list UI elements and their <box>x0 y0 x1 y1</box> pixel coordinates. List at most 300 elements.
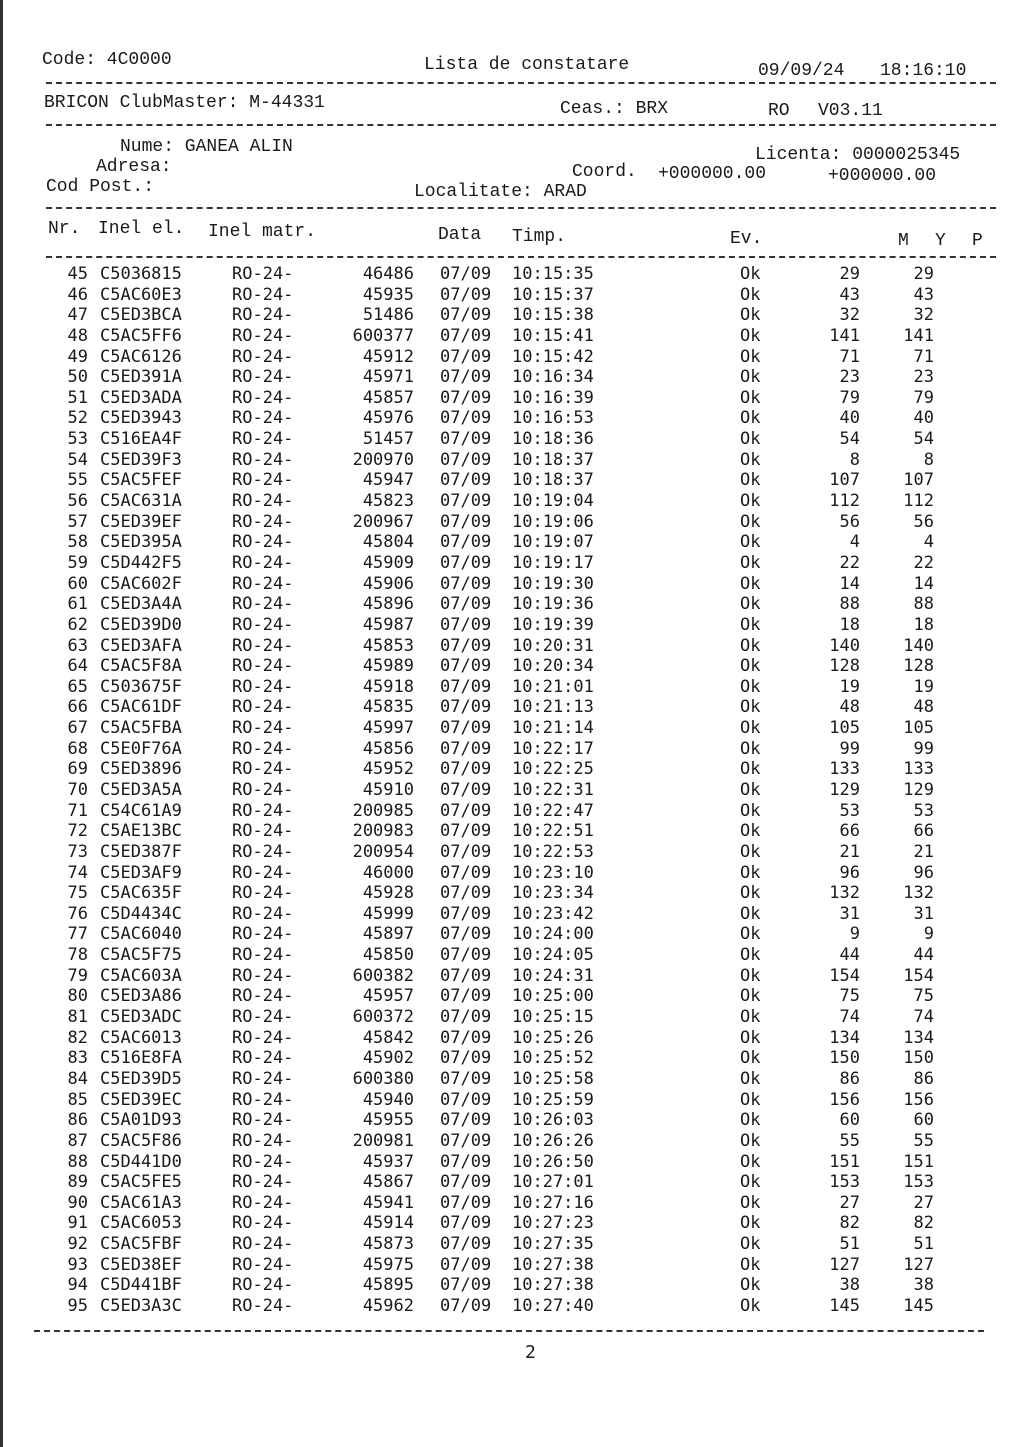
event-status: Ok <box>740 841 761 862</box>
ring-electronic: C5A01D93 <box>100 1110 182 1131</box>
value-y: 134 <box>903 1027 934 1048</box>
event-status: Ok <box>740 759 761 780</box>
event-status: Ok <box>740 1254 761 1275</box>
ring-electronic: C5ED3AFA <box>100 635 182 656</box>
row-number: 52 <box>67 408 88 429</box>
value-y: 19 <box>913 676 934 697</box>
row-number: 54 <box>67 449 88 470</box>
value-y: 32 <box>913 305 934 326</box>
row-number: 79 <box>67 965 88 986</box>
record-time: 10:23:42 <box>512 903 594 924</box>
record-date: 07/09 <box>440 841 492 862</box>
table-row <box>0 450 1024 470</box>
ring-number: 45804 <box>362 532 414 553</box>
event-status: Ok <box>740 697 761 718</box>
ring-electronic: C5AE13BC <box>100 821 182 842</box>
ring-electronic: C5ED3BCA <box>100 305 182 326</box>
ring-prefix: RO-24- <box>232 862 294 883</box>
ring-number: 45850 <box>362 945 414 966</box>
record-date: 07/09 <box>440 552 492 573</box>
event-status: Ok <box>740 573 761 594</box>
record-time: 10:15:38 <box>512 305 594 326</box>
table-row <box>0 305 1024 325</box>
ring-prefix: RO-24- <box>232 965 294 986</box>
ring-prefix: RO-24- <box>232 367 294 388</box>
record-time: 10:15:37 <box>512 284 594 305</box>
record-time: 10:18:37 <box>512 449 594 470</box>
value-y: 8 <box>923 449 934 470</box>
value-m: 151 <box>829 1151 860 1172</box>
event-status: Ok <box>740 1007 761 1028</box>
ring-number: 200985 <box>352 800 414 821</box>
table-row <box>0 924 1024 944</box>
ring-number: 200983 <box>352 821 414 842</box>
event-status: Ok <box>740 594 761 615</box>
ring-electronic: C5AC631A <box>100 491 182 512</box>
value-y: 54 <box>913 429 934 450</box>
value-y: 140 <box>903 635 934 656</box>
value-y: 133 <box>903 759 934 780</box>
ring-prefix: RO-24- <box>232 1234 294 1255</box>
table-row <box>0 264 1024 284</box>
row-number: 59 <box>67 552 88 573</box>
col-m: M <box>898 231 909 251</box>
record-time: 10:21:14 <box>512 718 594 739</box>
ring-electronic: C5ED3A86 <box>100 986 182 1007</box>
ring-number: 45906 <box>362 573 414 594</box>
event-status: Ok <box>740 738 761 759</box>
value-m: 132 <box>829 883 860 904</box>
event-status: Ok <box>740 408 761 429</box>
event-status: Ok <box>740 635 761 656</box>
event-status: Ok <box>740 1027 761 1048</box>
value-y: 23 <box>913 367 934 388</box>
ring-number: 45976 <box>362 408 414 429</box>
record-time: 10:21:01 <box>512 676 594 697</box>
table-row <box>0 821 1024 841</box>
col-ring-el: Inel el. <box>98 219 185 239</box>
record-date: 07/09 <box>440 986 492 1007</box>
ring-prefix: RO-24- <box>232 1296 294 1316</box>
ring-prefix: RO-24- <box>232 1068 294 1089</box>
record-time: 10:25:59 <box>512 1089 594 1110</box>
value-m: 127 <box>829 1254 860 1275</box>
record-time: 10:27:38 <box>512 1275 594 1296</box>
table-row <box>0 285 1024 305</box>
divider <box>46 124 996 126</box>
value-y: 9 <box>923 924 934 945</box>
ring-prefix: RO-24- <box>232 718 294 739</box>
value-m: 55 <box>839 1130 860 1151</box>
coord-1: +000000.00 <box>658 164 767 184</box>
record-time: 10:22:31 <box>512 780 594 800</box>
ring-number: 45842 <box>362 1027 414 1048</box>
ring-number: 51457 <box>362 429 414 450</box>
record-date: 07/09 <box>440 511 492 532</box>
value-m: 141 <box>829 325 860 346</box>
record-time: 10:18:37 <box>512 470 594 491</box>
event-status: Ok <box>740 1234 761 1255</box>
record-time: 10:22:51 <box>512 821 594 842</box>
table-row <box>0 697 1024 717</box>
row-number: 89 <box>67 1172 88 1193</box>
record-time: 10:15:41 <box>512 325 594 346</box>
ring-electronic: C5ED3A5A <box>100 780 182 800</box>
record-date: 07/09 <box>440 945 492 966</box>
record-date: 07/09 <box>440 449 492 470</box>
ring-number: 45909 <box>362 552 414 573</box>
record-time: 10:25:15 <box>512 1007 594 1028</box>
value-m: 9 <box>849 924 860 945</box>
row-number: 77 <box>67 924 88 945</box>
col-ring-matr: Inel matr. <box>208 222 317 242</box>
record-time: 10:25:26 <box>512 1027 594 1048</box>
ring-number: 45947 <box>362 470 414 491</box>
ring-electronic: C5ED3A3C <box>100 1296 182 1316</box>
row-number: 94 <box>67 1275 88 1296</box>
ring-number: 45955 <box>362 1110 414 1131</box>
ring-number: 45941 <box>362 1192 414 1213</box>
ring-prefix: RO-24- <box>232 924 294 945</box>
value-m: 107 <box>829 470 860 491</box>
ring-number: 45962 <box>362 1296 414 1316</box>
ring-electronic: C5ED3ADA <box>100 387 182 408</box>
value-y: 88 <box>913 594 934 615</box>
record-time: 10:16:39 <box>512 387 594 408</box>
value-m: 23 <box>839 367 860 388</box>
value-y: 31 <box>913 903 934 924</box>
event-status: Ok <box>740 1213 761 1234</box>
value-y: 105 <box>903 718 934 739</box>
table-row <box>0 388 1024 408</box>
event-status: Ok <box>740 800 761 821</box>
ring-prefix: RO-24- <box>232 387 294 408</box>
ring-prefix: RO-24- <box>232 1027 294 1048</box>
record-date: 07/09 <box>440 738 492 759</box>
value-y: 18 <box>913 614 934 635</box>
table-row <box>0 1028 1024 1048</box>
record-date: 07/09 <box>440 759 492 780</box>
table-row <box>0 367 1024 387</box>
event-status: Ok <box>740 780 761 800</box>
table-row <box>0 1275 1024 1295</box>
record-date: 07/09 <box>440 1234 492 1255</box>
row-number: 95 <box>67 1296 88 1316</box>
event-status: Ok <box>740 1068 761 1089</box>
ring-number: 200954 <box>352 841 414 862</box>
ring-number: 45987 <box>362 614 414 635</box>
event-status: Ok <box>740 284 761 305</box>
ring-prefix: RO-24- <box>232 1172 294 1193</box>
value-y: 44 <box>913 945 934 966</box>
record-time: 10:16:53 <box>512 408 594 429</box>
ring-number: 45971 <box>362 367 414 388</box>
ring-prefix: RO-24- <box>232 532 294 553</box>
record-date: 07/09 <box>440 325 492 346</box>
event-status: Ok <box>740 945 761 966</box>
record-time: 10:15:42 <box>512 346 594 367</box>
value-m: 60 <box>839 1110 860 1131</box>
ring-prefix: RO-24- <box>232 1254 294 1275</box>
license: Licenta: 0000025345 <box>755 145 961 165</box>
record-date: 07/09 <box>440 821 492 842</box>
ring-number: 45835 <box>362 697 414 718</box>
record-date: 07/09 <box>440 1192 492 1213</box>
table-row <box>0 1131 1024 1151</box>
value-y: 71 <box>913 346 934 367</box>
ring-number: 45918 <box>362 676 414 697</box>
value-y: 107 <box>903 470 934 491</box>
event-status: Ok <box>740 491 761 512</box>
value-y: 43 <box>913 284 934 305</box>
divider <box>46 82 996 84</box>
ring-electronic: C5ED391A <box>100 367 182 388</box>
ring-electronic: C5ED3896 <box>100 759 182 780</box>
record-time: 10:23:10 <box>512 862 594 883</box>
owner-name: Nume: GANEA ALIN <box>120 137 293 157</box>
value-y: 141 <box>903 325 934 346</box>
col-nr: Nr. <box>48 219 81 239</box>
table-row <box>0 491 1024 511</box>
value-m: 79 <box>839 387 860 408</box>
value-m: 66 <box>839 821 860 842</box>
table-row <box>0 326 1024 346</box>
ring-prefix: RO-24- <box>232 346 294 367</box>
ring-electronic: C5AC6040 <box>100 924 182 945</box>
ring-number: 45856 <box>362 738 414 759</box>
divider <box>46 207 996 209</box>
value-y: 55 <box>913 1130 934 1151</box>
value-y: 40 <box>913 408 934 429</box>
record-date: 07/09 <box>440 346 492 367</box>
ring-electronic: C516E8FA <box>100 1048 182 1069</box>
ring-prefix: RO-24- <box>232 305 294 326</box>
value-y: 74 <box>913 1007 934 1028</box>
divider <box>46 256 996 258</box>
event-status: Ok <box>740 367 761 388</box>
record-date: 07/09 <box>440 367 492 388</box>
row-number: 88 <box>67 1151 88 1172</box>
value-y: 38 <box>913 1275 934 1296</box>
value-m: 56 <box>839 511 860 532</box>
record-date: 07/09 <box>440 1151 492 1172</box>
ring-prefix: RO-24- <box>232 429 294 450</box>
value-m: 156 <box>829 1089 860 1110</box>
row-number: 76 <box>67 903 88 924</box>
value-y: 127 <box>903 1254 934 1275</box>
event-status: Ok <box>740 532 761 553</box>
event-status: Ok <box>740 924 761 945</box>
event-status: Ok <box>740 1151 761 1172</box>
ring-electronic: C5AC6013 <box>100 1027 182 1048</box>
record-time: 10:22:47 <box>512 800 594 821</box>
value-m: 71 <box>839 346 860 367</box>
event-status: Ok <box>740 883 761 904</box>
value-m: 4 <box>849 532 860 553</box>
value-y: 132 <box>903 883 934 904</box>
ring-number: 45914 <box>362 1213 414 1234</box>
record-date: 07/09 <box>440 1130 492 1151</box>
postcode-label: Cod Post.: <box>46 177 155 197</box>
ring-prefix: RO-24- <box>232 408 294 429</box>
ring-prefix: RO-24- <box>232 449 294 470</box>
record-time: 10:22:53 <box>512 841 594 862</box>
table-row <box>0 801 1024 821</box>
value-m: 22 <box>839 552 860 573</box>
record-date: 07/09 <box>440 903 492 924</box>
ring-prefix: RO-24- <box>232 511 294 532</box>
record-date: 07/09 <box>440 1048 492 1069</box>
value-y: 99 <box>913 738 934 759</box>
table-row <box>0 1234 1024 1254</box>
table-row <box>0 594 1024 614</box>
ring-electronic: C5D441D0 <box>100 1151 182 1172</box>
ring-number: 45989 <box>362 656 414 677</box>
ring-prefix: RO-24- <box>232 821 294 842</box>
ring-electronic: C5ED39EC <box>100 1089 182 1110</box>
ring-electronic: C5AC5FEF <box>100 470 182 491</box>
ring-electronic: C5AC61A3 <box>100 1192 182 1213</box>
ring-electronic: C5AC6126 <box>100 346 182 367</box>
ring-number: 45853 <box>362 635 414 656</box>
table-row <box>0 1007 1024 1027</box>
page-number: 2 <box>525 1342 536 1363</box>
value-y: 151 <box>903 1151 934 1172</box>
value-m: 44 <box>839 945 860 966</box>
value-m: 21 <box>839 841 860 862</box>
ring-electronic: C54C61A9 <box>100 800 182 821</box>
record-date: 07/09 <box>440 1027 492 1048</box>
table-row <box>0 1172 1024 1192</box>
ring-prefix: RO-24- <box>232 780 294 800</box>
value-m: 53 <box>839 800 860 821</box>
ring-electronic: C5ED387F <box>100 841 182 862</box>
row-number: 70 <box>67 780 88 800</box>
table-row <box>0 636 1024 656</box>
ring-electronic: C5ED395A <box>100 532 182 553</box>
value-y: 48 <box>913 697 934 718</box>
value-m: 140 <box>829 635 860 656</box>
record-time: 10:19:07 <box>512 532 594 553</box>
record-date: 07/09 <box>440 594 492 615</box>
table-row <box>0 863 1024 883</box>
event-status: Ok <box>740 552 761 573</box>
value-m: 145 <box>829 1296 860 1316</box>
record-time: 10:19:39 <box>512 614 594 635</box>
value-y: 82 <box>913 1213 934 1234</box>
value-m: 74 <box>839 1007 860 1028</box>
record-time: 10:18:36 <box>512 429 594 450</box>
row-number: 92 <box>67 1234 88 1255</box>
record-date: 07/09 <box>440 284 492 305</box>
value-m: 96 <box>839 862 860 883</box>
row-number: 78 <box>67 945 88 966</box>
ring-electronic: C5AC603A <box>100 965 182 986</box>
ring-number: 200967 <box>352 511 414 532</box>
event-status: Ok <box>740 986 761 1007</box>
ring-electronic: C5D442F5 <box>100 552 182 573</box>
document-title: Lista de constatare <box>424 55 630 75</box>
ring-electronic: C5ED3A4A <box>100 594 182 615</box>
row-number: 91 <box>67 1213 88 1234</box>
ring-number: 45997 <box>362 718 414 739</box>
value-y: 156 <box>903 1089 934 1110</box>
ring-prefix: RO-24- <box>232 594 294 615</box>
record-time: 10:22:25 <box>512 759 594 780</box>
value-m: 8 <box>849 449 860 470</box>
ring-prefix: RO-24- <box>232 1151 294 1172</box>
value-m: 14 <box>839 573 860 594</box>
locality: Localitate: ARAD <box>414 182 587 202</box>
ring-electronic: C5AC5FE5 <box>100 1172 182 1193</box>
record-time: 10:15:35 <box>512 264 594 284</box>
value-y: 153 <box>903 1172 934 1193</box>
table-row <box>0 986 1024 1006</box>
ring-electronic: C5AC5F8A <box>100 656 182 677</box>
row-number: 63 <box>67 635 88 656</box>
event-status: Ok <box>740 1275 761 1296</box>
row-number: 67 <box>67 718 88 739</box>
ring-prefix: RO-24- <box>232 635 294 656</box>
ring-number: 200970 <box>352 449 414 470</box>
event-status: Ok <box>740 264 761 284</box>
ring-electronic: C5ED39F3 <box>100 449 182 470</box>
ring-prefix: RO-24- <box>232 1089 294 1110</box>
print-time: 18:16:10 <box>880 61 967 81</box>
row-number: 60 <box>67 573 88 594</box>
row-number: 82 <box>67 1027 88 1048</box>
row-number: 81 <box>67 1007 88 1028</box>
row-number: 87 <box>67 1130 88 1151</box>
ring-electronic: C5036815 <box>100 264 182 284</box>
value-m: 54 <box>839 429 860 450</box>
row-number: 53 <box>67 429 88 450</box>
value-y: 4 <box>923 532 934 553</box>
record-date: 07/09 <box>440 635 492 656</box>
record-date: 07/09 <box>440 614 492 635</box>
ring-electronic: C5AC602F <box>100 573 182 594</box>
row-number: 80 <box>67 986 88 1007</box>
ring-number: 600382 <box>352 965 414 986</box>
value-y: 29 <box>913 264 934 284</box>
ring-prefix: RO-24- <box>232 284 294 305</box>
ring-number: 600377 <box>352 325 414 346</box>
table-row <box>0 966 1024 986</box>
record-date: 07/09 <box>440 924 492 945</box>
table-row <box>0 532 1024 552</box>
event-status: Ok <box>740 470 761 491</box>
record-date: 07/09 <box>440 656 492 677</box>
event-status: Ok <box>740 718 761 739</box>
row-number: 72 <box>67 821 88 842</box>
ring-electronic: C5ED39D0 <box>100 614 182 635</box>
record-time: 10:26:03 <box>512 1110 594 1131</box>
coord-2: +000000.00 <box>828 166 937 186</box>
table-row <box>0 904 1024 924</box>
ring-electronic: C516EA4F <box>100 429 182 450</box>
ring-prefix: RO-24- <box>232 325 294 346</box>
value-y: 150 <box>903 1048 934 1069</box>
row-number: 66 <box>67 697 88 718</box>
row-number: 48 <box>67 325 88 346</box>
value-m: 31 <box>839 903 860 924</box>
record-date: 07/09 <box>440 491 492 512</box>
ring-prefix: RO-24- <box>232 264 294 284</box>
ring-prefix: RO-24- <box>232 986 294 1007</box>
record-date: 07/09 <box>440 697 492 718</box>
row-number: 84 <box>67 1068 88 1089</box>
table-row <box>0 574 1024 594</box>
